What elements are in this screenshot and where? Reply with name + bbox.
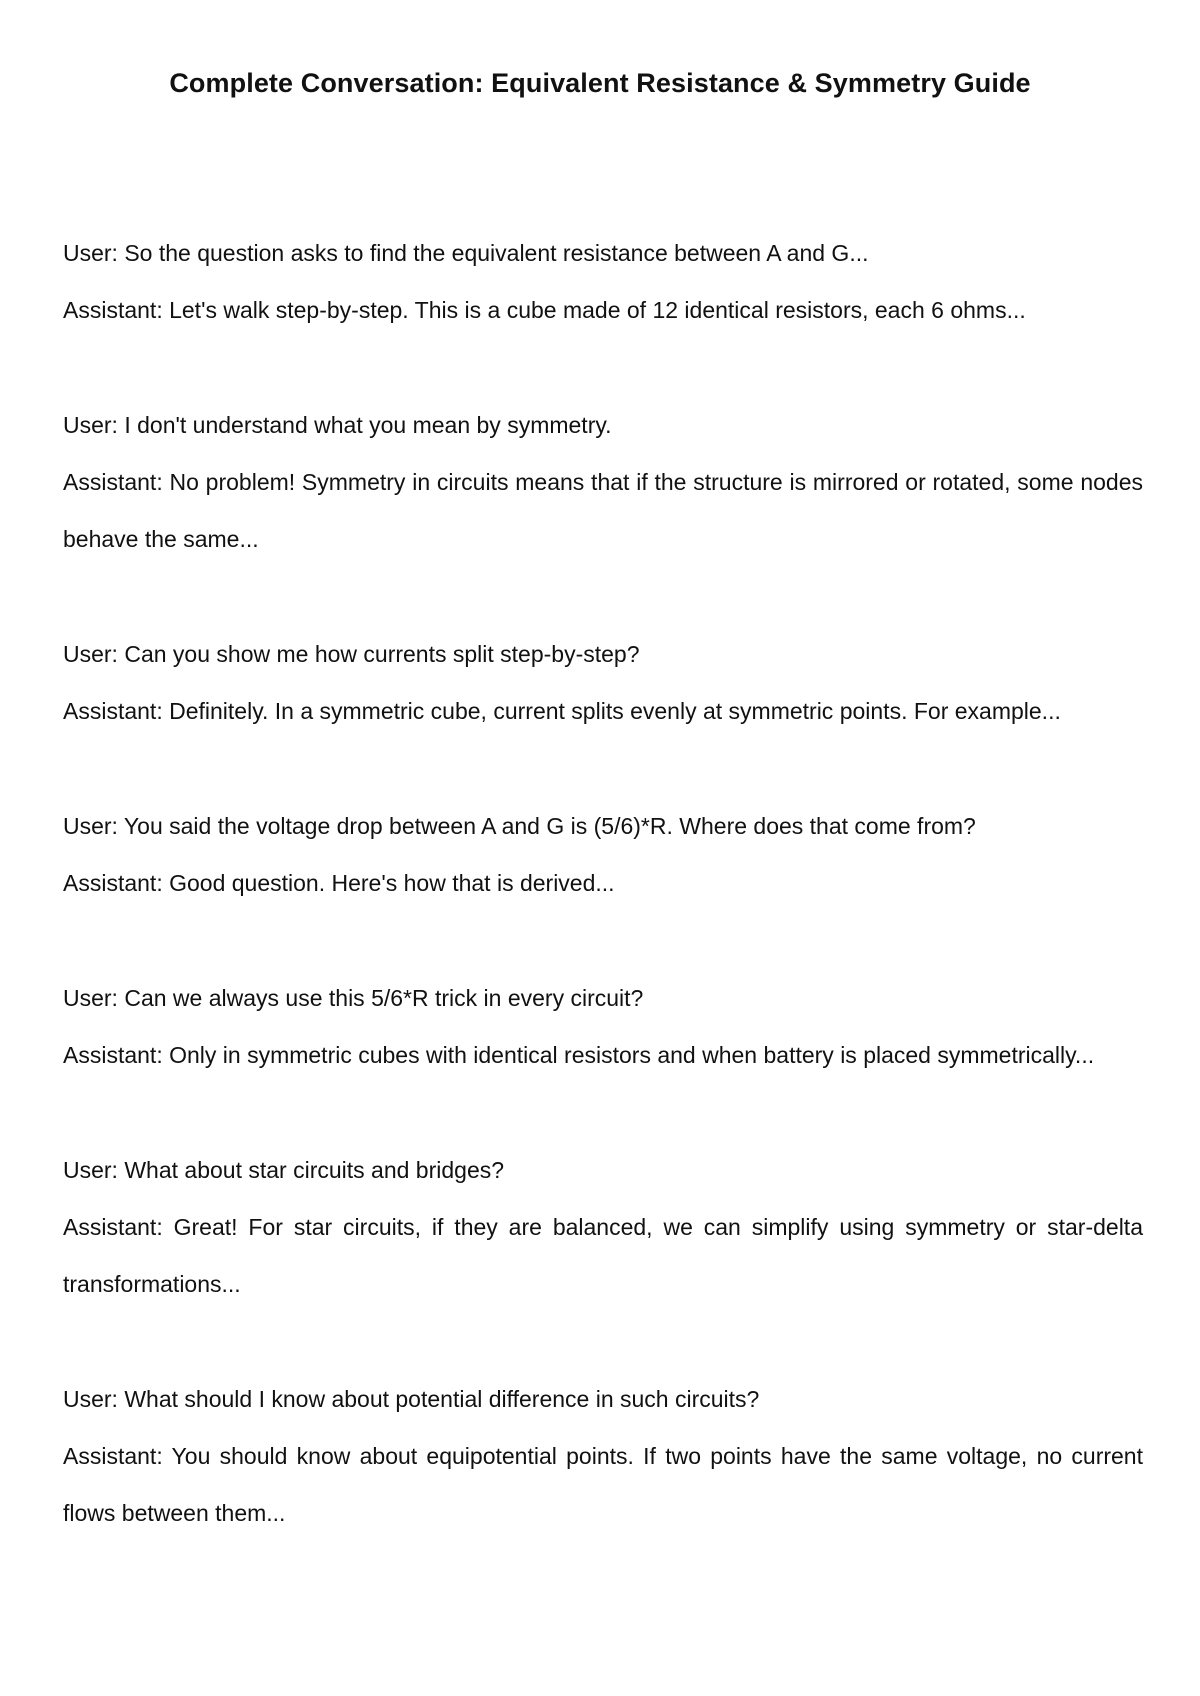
exchange bbox=[63, 225, 1143, 339]
assistant-message: Assistant: No problem! Symmetry in circuits means that if the structure is mirrored or rotated, some nodes behave the same... bbox=[63, 469, 1143, 552]
conversation-log bbox=[63, 225, 1143, 1600]
assistant-message: Assistant: You should know about equipotential points. If two points have the same voltage, no current flows between them... bbox=[63, 1443, 1143, 1526]
user-message: User: You said the voltage drop between A and G is (5/6)*R. Where does that come from? bbox=[63, 813, 976, 839]
assistant-message: Assistant: Only in symmetric cubes with identical resistors and when battery is placed symmetrically... bbox=[63, 1042, 1095, 1068]
user-message: User: Can we always use this 5/6*R trick in every circuit? bbox=[63, 985, 644, 1011]
exchange bbox=[63, 1142, 1143, 1313]
assistant-message: Assistant: Let's walk step-by-step. This is a cube made of 12 identical resistors, each 6 ohms... bbox=[63, 297, 1026, 323]
user-message: User: Can you show me how currents split step-by-step? bbox=[63, 641, 640, 667]
user-message: User: So the question asks to find the equivalent resistance between A and G... bbox=[63, 240, 869, 266]
exchange bbox=[63, 970, 1143, 1084]
user-message: User: I don't understand what you mean by symmetry. bbox=[63, 412, 612, 438]
exchange bbox=[63, 397, 1143, 568]
exchange bbox=[63, 798, 1143, 912]
exchange bbox=[63, 626, 1143, 740]
user-message: User: What should I know about potential difference in such circuits? bbox=[63, 1386, 760, 1412]
assistant-message: Assistant: Good question. Here's how that is derived... bbox=[63, 870, 615, 896]
assistant-message: Assistant: Definitely. In a symmetric cube, current splits evenly at symmetric points. For example... bbox=[63, 698, 1061, 724]
assistant-message: Assistant: Great! For star circuits, if they are balanced, we can simplify using symmetry or star-delta transformations... bbox=[63, 1214, 1143, 1297]
user-message: User: What about star circuits and bridges? bbox=[63, 1157, 505, 1183]
exchange bbox=[63, 1371, 1143, 1542]
document-title: Complete Conversation: Equivalent Resistance & Symmetry Guide bbox=[169, 68, 1031, 98]
